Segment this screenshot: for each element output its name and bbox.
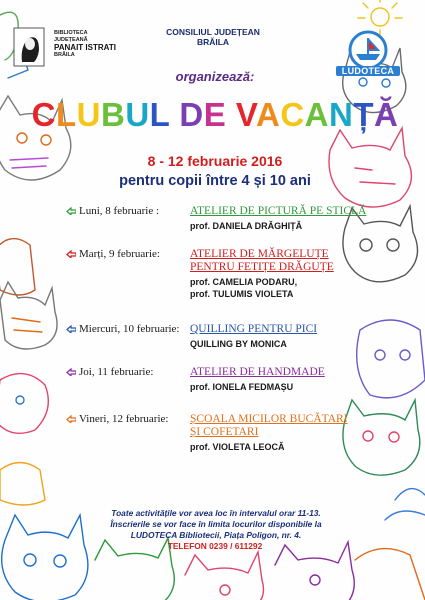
title-letter: C <box>280 96 305 133</box>
cat-doodle <box>0 282 57 349</box>
schedule-day-label: Vineri, 12 februarie: <box>79 413 169 425</box>
county-council <box>148 27 278 47</box>
activity-title: ATELIER DE HANDMADE <box>190 366 325 378</box>
schedule-day <box>66 366 153 378</box>
cat-doodle <box>343 400 420 475</box>
cat-doodle <box>357 320 425 398</box>
footer-line1: Toate activitățile vor avea loc în intervalul orar 11-13. <box>111 508 321 518</box>
arrow-bullet-icon <box>66 207 76 215</box>
activity-title: ATELIER DE PICTURĂ PE STICLĂ <box>190 205 367 217</box>
library-name-line1: BIBLIOTECA JUDEȚEANĂ <box>54 30 88 43</box>
arrow-bullet-icon <box>66 415 76 423</box>
arrow-bullet-icon <box>66 368 76 376</box>
writer-portrait-icon <box>12 26 46 68</box>
activity-instructor: prof. DANIELA DRĂGHIȚĂ <box>190 221 303 231</box>
title-letter: L <box>55 96 77 133</box>
activity-title: PENTRU FETIȚE DRĂGUȚE <box>190 261 334 273</box>
library-logo <box>12 26 122 70</box>
council-line2: BRĂILA <box>196 37 230 47</box>
cat-doodle <box>275 542 354 600</box>
cat-doodle <box>355 549 425 600</box>
ludoteca-label: LUDOTECA <box>336 66 400 76</box>
contact-phone: TELEFON 0239 / 611292 <box>167 541 263 551</box>
activity-title: ATELIER DE MĂRGELUȚE <box>190 248 329 260</box>
title-letter: N <box>329 96 354 133</box>
activity-instructor: prof. VIOLETA LEOCĂ <box>190 442 285 452</box>
title-letter <box>226 96 236 133</box>
footer-info <box>66 508 366 541</box>
title-letter: U <box>125 96 150 133</box>
library-name-line2: PANAIT ISTRATI <box>54 43 116 52</box>
cat-doodle <box>0 374 48 434</box>
cat-eye-doodle <box>17 133 27 143</box>
cat-doodle <box>329 128 411 207</box>
schedule-day-label: Luni, 8 februarie : <box>79 205 160 217</box>
activity-title: ȘI COFETARI <box>190 426 259 438</box>
title-letter: A <box>304 96 330 133</box>
title-letter: Ț <box>353 96 375 133</box>
title-letter <box>170 96 180 133</box>
title-letter: D <box>179 96 204 133</box>
library-name-line3: BRĂILA <box>54 52 75 58</box>
event-title <box>30 96 400 134</box>
ship-emblem-icon <box>328 30 408 70</box>
schedule-day-label: Miercuri, 10 februarie: <box>79 323 180 335</box>
sun-doodle <box>371 8 389 26</box>
activity-title: ȘCOALA MICILOR BUCĂTARI <box>190 413 348 425</box>
activity-title: QUILLING PENTRU PICI <box>190 323 318 335</box>
title-letter: A <box>255 96 281 133</box>
schedule-day <box>66 205 159 217</box>
organizer-text: organizează: <box>175 69 255 84</box>
activity-instructor: QUILLING BY MONICA <box>190 339 287 349</box>
cat-doodle <box>185 552 264 600</box>
footer-line2: Înscrierile se vor face în limita locurilor disponibile la <box>110 519 322 529</box>
title-letter: E <box>203 96 227 133</box>
event-dates: 8 - 12 februarie 2016 <box>147 153 283 169</box>
ludoteca-logo <box>328 30 408 80</box>
arrow-bullet-icon <box>66 325 76 333</box>
title-letter: C <box>31 96 56 133</box>
library-name <box>54 30 122 59</box>
council-line1: CONSILIUL JUDEȚEAN <box>166 27 260 37</box>
footer-line3: LUDOTECA Bibliotecii, Piața Poligon, nr. 4. <box>130 530 302 540</box>
schedule-day <box>66 323 179 335</box>
schedule-day-label: Marți, 9 februarie: <box>79 248 160 260</box>
title-letter: U <box>76 96 101 133</box>
title-letter: Ă <box>374 96 399 133</box>
event-audience: pentru copii între 4 și 10 ani <box>119 173 311 189</box>
schedule-day-label: Joi, 11 februarie: <box>79 366 154 378</box>
title-letter: V <box>235 96 256 133</box>
activity-instructor: prof. IONELA FEDMAȘU <box>190 382 294 392</box>
activity-instructor: prof. TULUMIS VIOLETA <box>190 289 294 299</box>
title-letter: L <box>149 96 170 133</box>
cat-eye-doodle <box>41 135 51 145</box>
activity-instructor: prof. CAMELIA PODARU, <box>190 277 298 287</box>
schedule-day <box>66 413 168 425</box>
arrow-bullet-icon <box>66 250 76 258</box>
title-letter: B <box>100 96 126 133</box>
schedule-day <box>66 248 160 260</box>
